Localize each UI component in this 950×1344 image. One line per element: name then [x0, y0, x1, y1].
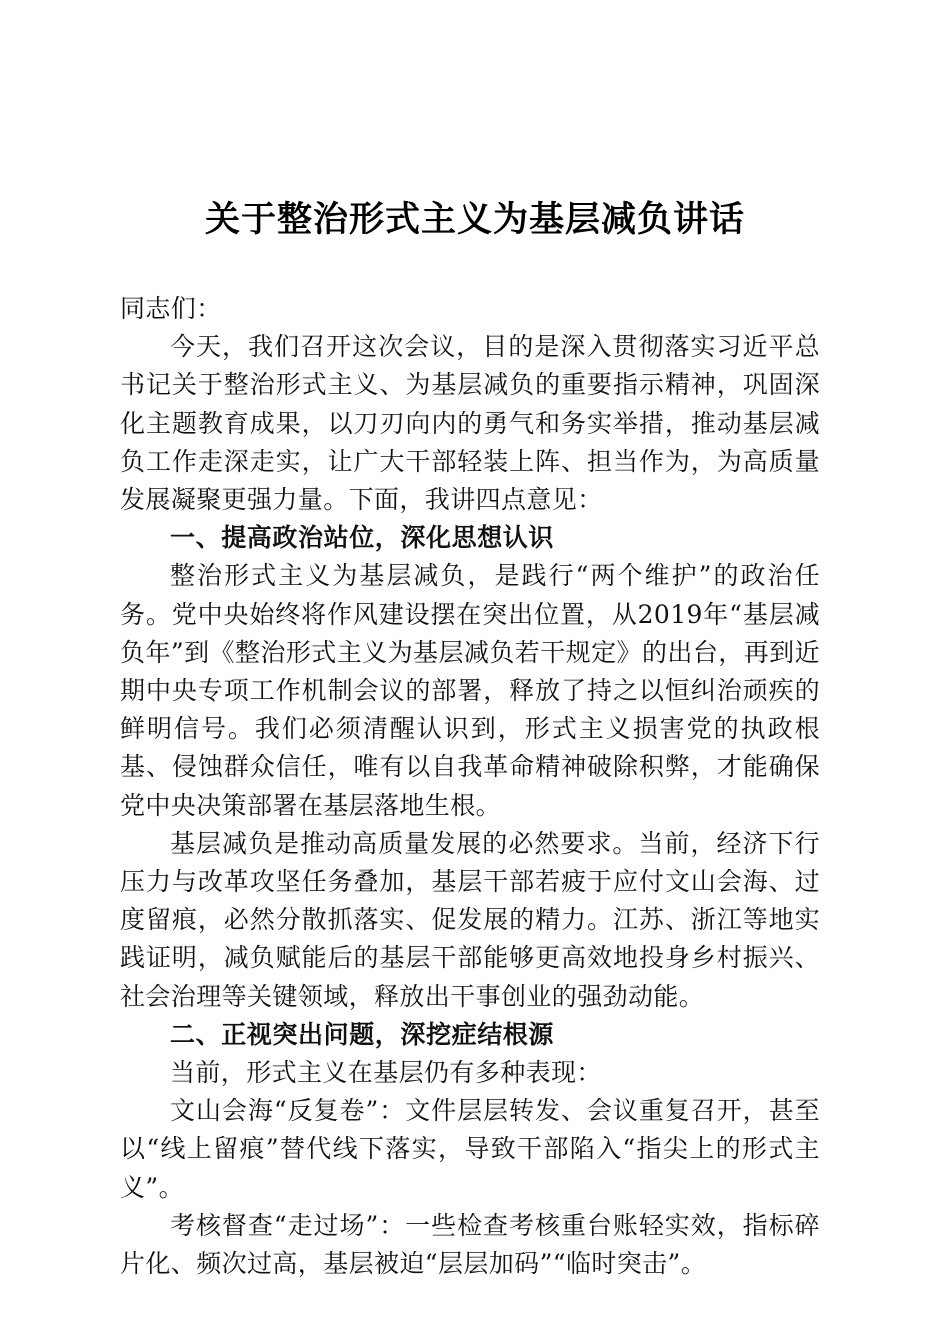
section-2-heading: 二、正视突出问题，深挖症结根源	[170, 1019, 555, 1049]
document-title: 关于整治形式主义为基层减负讲话	[204, 199, 745, 240]
section-1-paragraph-2: 基层减负是推动高质量发展的必然要求。当前，经济下行压力与改革攻坚任务叠加，基层干部若疲于应付文山会海、过度留痕，必然分散抓落实、促发展的精力。江苏、浙江等地实践证明，减负赋能后的基层干部能够更高效地投身乡村振兴、社会治理等关键领域，释放出干事创业的强劲动能。	[120, 828, 820, 1011]
section-2-paragraph-1: 当前，形式主义在基层仍有多种表现：	[170, 1058, 602, 1088]
salutation: 同志们：	[120, 294, 222, 323]
intro-paragraph: 今天，我们召开这次会议，目的是深入贯彻落实习近平总书记关于整治形式主义、为基层减负的重要指示精神，巩固深化主题教育成果，以刀刃向内的勇气和务实举措，推动基层减负工作走深走实，让广大干部轻装上阵、担当作为，为高质量发展凝聚更强力量。下面，我讲四点意见：	[120, 332, 820, 515]
section-2-paragraph-2: 文山会海“反复卷”：文件层层转发、会议重复召开，甚至以“线上留痕”替代线下落实，导致干部陷入“指尖上的形式主义”。	[120, 1096, 820, 1202]
section-1-paragraph-1: 整治形式主义为基层减负，是践行“两个维护”的政治任务。党中央始终将作风建设摆在突出位置，从2019年“基层减负年”到《整治形式主义为基层减负若干规定》的出台，再到近期中央专项工作机制会议的部署，释放了持之以恒纠治顽疾的鲜明信号。我们必须清醒认识到，形式主义损害党的执政根基、侵蚀群众信任，唯有以自我革命精神破除积弊，才能确保党中央决策部署在基层落地生根。	[120, 561, 820, 820]
section-2-paragraph-3: 考核督查“走过场”：一些检查考核重台账轻实效，指标碎片化、频次过高，基层被迫“层层加码”“临时突击”。	[120, 1210, 820, 1279]
section-1-heading: 一、提高政治站位，深化思想认识	[170, 523, 555, 553]
document-body	[120, 290, 820, 1283]
